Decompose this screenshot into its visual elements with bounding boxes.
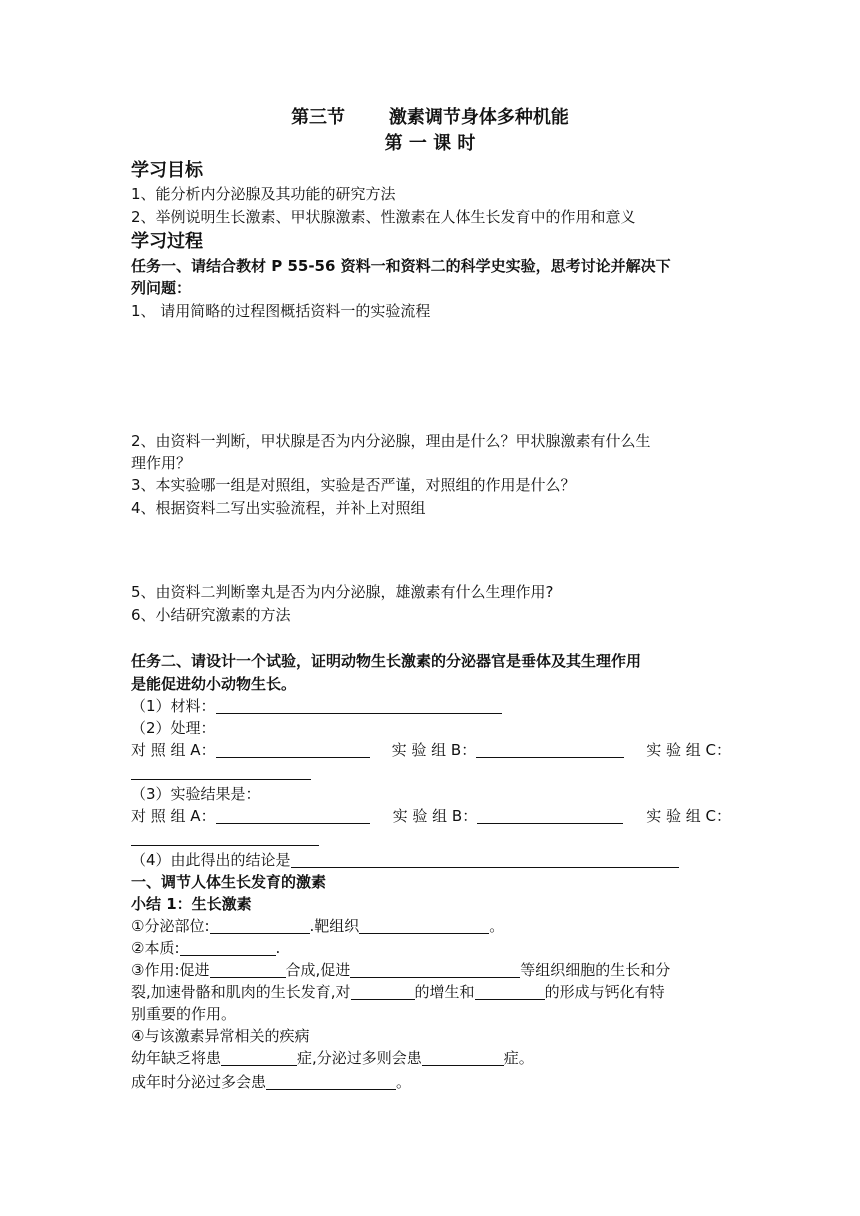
adult-excess-blank[interactable] bbox=[266, 1073, 396, 1090]
question-2-line1: 2、由资料一判断，甲状腺是否为内分泌腺，理由是什么？甲状腺激素有什么生 bbox=[131, 432, 651, 450]
childhood-label-a: 幼年缺乏将患 bbox=[131, 1049, 222, 1067]
task2-heading-line2: 是能促进幼小动物生长。 bbox=[131, 675, 297, 693]
result-control-a-label: 对 照 组 A： bbox=[131, 807, 216, 825]
task1-heading-line2: 列问题： bbox=[131, 279, 192, 297]
nature-label: ②本质: bbox=[131, 939, 180, 957]
effect-blank-3[interactable] bbox=[351, 983, 415, 1000]
secrete-site-label: ①分泌部位: bbox=[131, 917, 210, 935]
treatment-exp-c-blank[interactable] bbox=[131, 763, 311, 780]
adult-label: 成年时分泌过多会患 bbox=[131, 1073, 267, 1091]
effect-blank-4[interactable] bbox=[475, 983, 545, 1000]
control-a-label: 对 照 组 A： bbox=[131, 741, 216, 759]
effect-blank-1[interactable] bbox=[210, 961, 286, 978]
question-1: 1、 请用简略的过程图概括资料一的实验流程 bbox=[131, 302, 431, 320]
effect-label-c: 等组织细胞的生长和分 bbox=[520, 961, 671, 979]
effect-label-a: ③作用:促进 bbox=[131, 961, 210, 979]
nature-end: . bbox=[275, 939, 281, 957]
childhood-label-c: 症。 bbox=[503, 1049, 534, 1067]
childhood-label-b: 症,分泌过多则会患 bbox=[297, 1049, 422, 1067]
effect-blank-2[interactable] bbox=[350, 961, 520, 978]
result-control-a-blank[interactable] bbox=[216, 807, 370, 824]
conclusion-label: （4）由此得出的结论是 bbox=[131, 851, 291, 869]
secrete-site-blank[interactable] bbox=[210, 917, 310, 934]
target-tissue-end: 。 bbox=[489, 917, 505, 935]
conclusion-row bbox=[131, 849, 731, 871]
effect-line2-a: 裂,加速骨骼和肌肉的生长发育,对 bbox=[131, 983, 351, 1001]
result-exp-c-blank[interactable] bbox=[131, 829, 319, 846]
goal-item-2: 2、举例说明生长激素、甲状腺激素、性激素在人体生长发育中的作用和意义 bbox=[131, 208, 636, 226]
materials-blank[interactable] bbox=[216, 697, 502, 714]
question-6: 6、小结研究激素的方法 bbox=[131, 606, 291, 624]
treatment-label: （2）处理： bbox=[131, 719, 216, 737]
goals-heading: 学习目标 bbox=[131, 160, 203, 181]
secrete-site-row bbox=[131, 915, 731, 937]
task2-heading-line1: 任务二、请设计一个试验，证明动物生长激素的分泌器官是垂体及其生理作用 bbox=[131, 652, 642, 670]
target-tissue-blank[interactable] bbox=[359, 917, 489, 934]
materials-row bbox=[131, 695, 731, 717]
question-5: 5、由资料二判断睾丸是否为内分泌腺，雄激素有什么生理作用? bbox=[131, 583, 554, 601]
results-groups-row bbox=[131, 805, 731, 827]
childhood-disease-row bbox=[131, 1047, 731, 1069]
childhood-deficiency-blank[interactable] bbox=[221, 1049, 297, 1066]
nature-row bbox=[131, 937, 731, 959]
question-2-line2: 理作用？ bbox=[131, 454, 192, 472]
treatment-exp-c-row bbox=[131, 761, 731, 783]
question-4: 4、根据资料二写出实验流程，并补上对照组 bbox=[131, 499, 426, 517]
question-3: 3、本实验哪一组是对照组，实验是否严谨，对照组的作用是什么？ bbox=[131, 476, 576, 494]
process-heading: 学习过程 bbox=[131, 231, 203, 252]
result-exp-c-label: 实 验 组 C： bbox=[646, 807, 731, 825]
childhood-excess-blank[interactable] bbox=[422, 1049, 504, 1066]
treatment-exp-b-blank[interactable] bbox=[476, 741, 624, 758]
effect-row-2 bbox=[131, 981, 731, 1003]
task1-heading-line1: 任务一、请结合教材 P 55-56 资料一和资料二的科学史实验，思考讨论并解决下 bbox=[131, 257, 671, 275]
result-exp-b-blank[interactable] bbox=[477, 807, 623, 824]
goal-item-1: 1、能分析内分泌腺及其功能的研究方法 bbox=[131, 185, 396, 203]
disease-heading: ④与该激素异常相关的疾病 bbox=[131, 1027, 310, 1045]
materials-label: （1）材料： bbox=[131, 697, 216, 715]
summary-1-heading: 小结 1：生长激素 bbox=[131, 895, 252, 913]
results-label: （3）实验结果是： bbox=[131, 785, 261, 803]
adult-end: 。 bbox=[396, 1073, 412, 1091]
result-exp-c-row bbox=[131, 827, 731, 849]
result-exp-b-label: 实 验 组 B： bbox=[392, 807, 478, 825]
nature-blank[interactable] bbox=[180, 939, 276, 956]
effect-row-1 bbox=[131, 959, 731, 981]
effect-line2-c: 的形成与钙化有特 bbox=[544, 983, 665, 1001]
adult-disease-row bbox=[131, 1071, 731, 1093]
effect-row-3: 别重要的作用。 bbox=[131, 1005, 237, 1023]
conclusion-blank[interactable] bbox=[291, 851, 679, 868]
exp-b-label: 实 验 组 B： bbox=[391, 741, 477, 759]
target-tissue-label: .靶组织 bbox=[309, 917, 360, 935]
effect-line2-b: 的增生和 bbox=[414, 983, 475, 1001]
effect-label-b: 合成,促进 bbox=[285, 961, 351, 979]
treatment-control-a-blank[interactable] bbox=[216, 741, 370, 758]
lesson-title: 第三节 激素调节身体多种机能 bbox=[291, 107, 569, 128]
exp-c-label: 实 验 组 C： bbox=[646, 741, 731, 759]
section-1-heading: 一、调节人体生长发育的激素 bbox=[131, 873, 327, 891]
lesson-subtitle: 第 一 课 时 bbox=[384, 133, 476, 154]
treatment-groups-row bbox=[131, 739, 731, 761]
